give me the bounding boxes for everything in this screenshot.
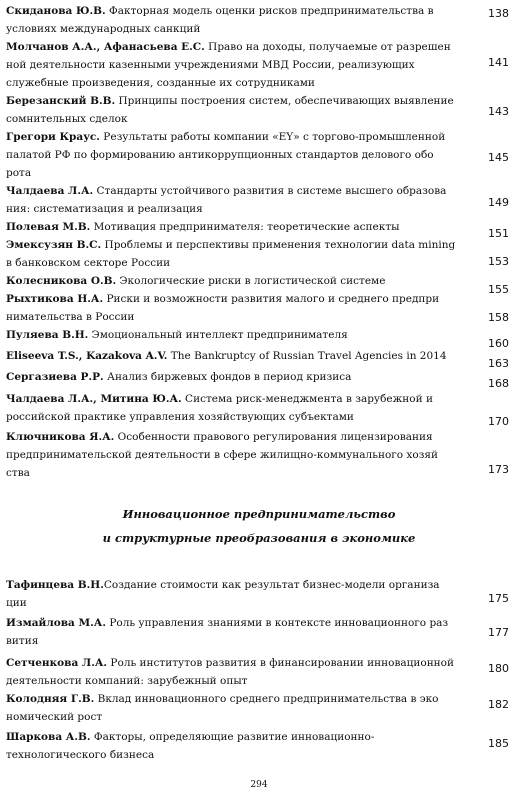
entry-author: Колесникова О.В. <box>6 275 117 287</box>
entry-title-line: условиях международных санкций <box>6 23 201 35</box>
entry-title-line: рота <box>6 167 32 179</box>
toc-entry-text <box>6 390 476 426</box>
entry-title-line: The Bankruptcy of Russian Travel Agencies in 2014 <box>167 350 447 362</box>
entry-title-line: в банковском секторе России <box>6 257 171 269</box>
entry-page-number: 182 <box>488 698 509 711</box>
entry-title-line: номический рост <box>6 711 103 723</box>
entry-title-line: сомнительных сделок <box>6 113 128 125</box>
entry-title-line: Экологические риски в логистической системе <box>116 275 386 287</box>
entry-page-number: 180 <box>488 662 509 675</box>
toc-entry-text <box>6 368 476 386</box>
entry-page-number: 160 <box>488 337 509 350</box>
entry-page-number: 168 <box>488 377 509 390</box>
toc-entry-text <box>6 690 476 726</box>
toc-entry-text <box>6 290 476 326</box>
entry-page-number: 151 <box>488 227 509 240</box>
toc-entry-text <box>6 2 476 38</box>
entry-author: Eliseeva T.S., Kazakova A.V. <box>6 350 168 362</box>
entry-title-line: Факторы, определяющие развитие инновационно- <box>90 731 375 743</box>
entry-author: Грегори Краус. <box>6 131 100 143</box>
entry-title-line: деятельности компаний: зарубежный опыт <box>6 675 248 687</box>
entry-title-line: Особенности правового регулирования лицензирования <box>114 431 433 443</box>
toc-entry-text <box>6 576 476 612</box>
entry-title-line: Мотивация предпринимателя: теоретические аспекты <box>90 221 400 233</box>
entry-title-line: Роль институтов развития в финансировании инновационной <box>107 657 455 669</box>
entry-author: Ключникова Я.А. <box>6 431 115 443</box>
entry-page-number: 143 <box>488 105 509 118</box>
entry-title-line: Вклад инновационного среднего предпринимательства в эко <box>94 693 439 705</box>
entry-title-line: Создание стоимости как результат бизнес-модели организа <box>103 579 440 591</box>
toc-entry-text <box>6 236 476 272</box>
entry-title-line: предпринимательской деятельности в сфере жилищно-коммунального хозяй <box>6 449 439 461</box>
entry-page-number: 163 <box>488 357 509 370</box>
entry-page-number: 141 <box>488 56 509 69</box>
entry-title-line: технологического бизнеса <box>6 749 155 761</box>
section-heading-line: и структурные преобразования в экономике <box>102 531 416 545</box>
section-heading-line: Инновационное предпринимательство <box>122 507 396 521</box>
toc-entry-text <box>6 272 476 290</box>
toc-entry-text <box>6 38 476 92</box>
toc-entry-text <box>6 128 476 182</box>
entry-author: Рыхтикова Н.А. <box>6 293 104 305</box>
entry-title-line: российской практике управления хозяйствующих субъектами <box>6 411 354 423</box>
entry-author: Пуляева В.Н. <box>6 329 89 341</box>
toc-entry-text <box>6 92 476 128</box>
toc-entry-text <box>6 614 476 650</box>
entry-title-line: вития <box>6 635 39 647</box>
entry-title-line: нимательства в России <box>6 311 135 323</box>
entry-title-line: Эмоциональный интеллект предпринимателя <box>88 329 348 341</box>
entry-title-line: ной деятельности казенными учреждениями МВД России, реализующих <box>6 59 415 71</box>
entry-page-number: 170 <box>488 415 509 428</box>
entry-title-line: Система риск-менеджмента в зарубежной и <box>181 393 433 405</box>
entry-author: Тафинцева В.Н. <box>6 579 104 591</box>
entry-page-number: 177 <box>488 626 509 639</box>
entry-page-number: 145 <box>488 151 509 164</box>
entry-page-number: 173 <box>488 463 509 476</box>
entry-title-line: ства <box>6 467 30 479</box>
entry-author: Эмексузян В.С. <box>6 239 102 251</box>
entry-author: Скиданова Ю.В. <box>6 5 106 17</box>
entry-author: Чалдаева Л.А., Митина Ю.А. <box>6 393 182 405</box>
toc-entry-text <box>6 326 476 344</box>
entry-author: Чалдаева Л.А. <box>6 185 94 197</box>
entry-author: Сетченкова Л.А. <box>6 657 108 669</box>
entry-page-number: 138 <box>488 7 509 20</box>
entry-title-line: Роль управления знаниями в контексте инновационного раз <box>105 617 449 629</box>
entry-author: Шаркова А.В. <box>6 731 91 743</box>
entry-title-line: ния: систематизация и реализация <box>6 203 203 215</box>
entry-page-number: 153 <box>488 255 509 268</box>
entry-title-line: Анализ биржевых фондов в период кризиса <box>103 371 352 383</box>
entry-title-line: Стандарты устойчивого развития в системе высшего образова <box>93 185 447 197</box>
entry-author: Сергазиева Р.Р. <box>6 371 104 383</box>
toc-entry-text <box>6 428 476 482</box>
entry-page-number: 175 <box>488 592 509 605</box>
toc-entry-text <box>6 654 476 690</box>
entry-title-line: Принципы построения систем, обеспечивающих выявление <box>115 95 454 107</box>
toc-entry-text <box>6 728 476 764</box>
toc-entry-text <box>6 347 476 365</box>
footer-page-number: 294 <box>250 780 268 790</box>
entry-title-line: Право на доходы, получаемые от разрешен <box>204 41 451 53</box>
entry-page-number: 185 <box>488 737 509 750</box>
entry-author: Полевая М.В. <box>6 221 91 233</box>
entry-author: Березанский В.В. <box>6 95 116 107</box>
entry-title-line: Проблемы и перспективы применения технологии data mining <box>101 239 456 251</box>
entry-title-line: палатой РФ по формированию антикоррупционных стандартов делового обо <box>6 149 434 161</box>
entry-title-line: Риски и возможности развития малого и среднего предпри <box>103 293 440 305</box>
entry-title-line: Результаты работы компании «EY» с торгово-промышленной <box>99 131 446 143</box>
entry-page-number: 158 <box>488 311 509 324</box>
entry-page-number: 155 <box>488 283 509 296</box>
entry-author: Измайлова М.А. <box>6 617 106 629</box>
entry-title-line: Факторная модель оценки рисков предпринимательства в <box>105 5 434 17</box>
entry-title-line: ции <box>6 597 27 609</box>
entry-page-number: 149 <box>488 196 509 209</box>
entry-author: Колодняя Г.В. <box>6 693 95 705</box>
toc-entry-text <box>6 218 476 236</box>
toc-entry-text <box>6 182 476 218</box>
entry-title-line: служебные произведения, созданные их сотрудниками <box>6 77 315 89</box>
entry-author: Молчанов А.А., Афанасьева Е.С. <box>6 41 205 53</box>
